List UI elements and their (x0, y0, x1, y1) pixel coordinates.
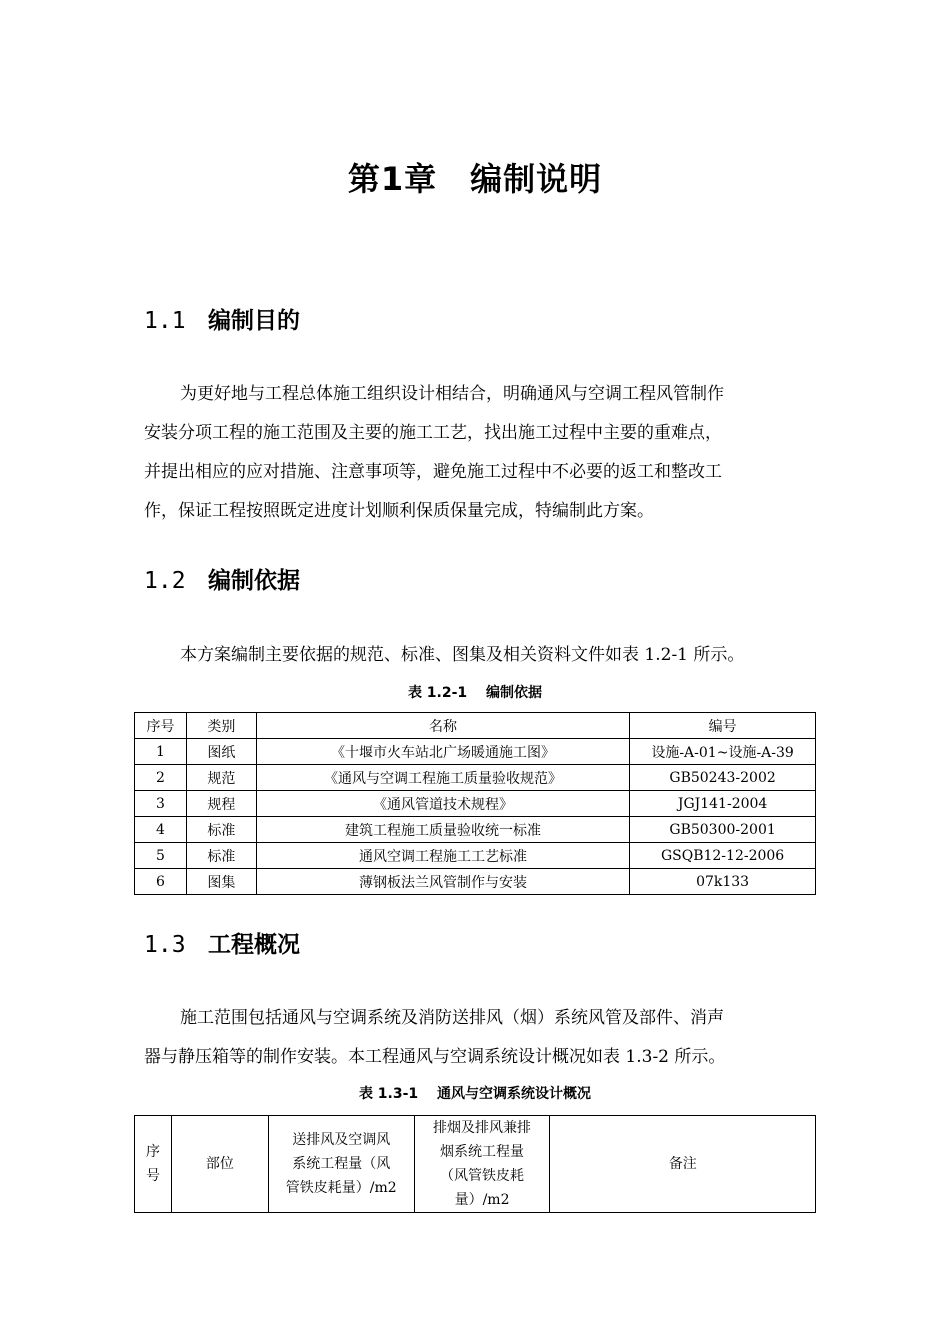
header-cell: 序号 (135, 713, 187, 739)
table-cell: 5 (135, 843, 187, 869)
table-cell: 《通风与空调工程施工质量验收规范》 (256, 765, 629, 791)
header-cell: 名称 (256, 713, 629, 739)
section-number: 1.1 (144, 308, 186, 334)
header-cell (135, 1116, 172, 1213)
table-cell: 3 (135, 791, 187, 817)
header-line: 管铁皮耗量）/m2 (285, 1180, 397, 1196)
paragraph-line: 施工范围包括通风与空调系统及消防送排风（烟）系统风管及部件、消声 (180, 1008, 724, 1028)
paragraph-line: 作，保证工程按照既定进度计划顺利保质保量完成，特编制此方案。 (144, 501, 654, 521)
header-cell: 类别 (186, 713, 256, 739)
table-caption-2: 表 1.3-1 通风与空调系统设计概况 (358, 1086, 592, 1102)
table-cell: 《十堰市火车站北广场暖通施工图》 (256, 739, 629, 765)
section-heading-1-1 (144, 302, 300, 335)
table-cell: 标准 (186, 843, 256, 869)
paragraph-line: 并提出相应的应对措施、注意事项等，避免施工过程中不必要的返工和整改工 (144, 462, 722, 482)
header-line: 号 (145, 1168, 160, 1184)
header-line: （风管铁皮耗 (440, 1168, 525, 1184)
header-line: 烟系统工程量 (440, 1144, 525, 1160)
header-line: 备注 (668, 1156, 697, 1172)
table-cell: GSQB12-12-2006 (630, 843, 816, 869)
header-line: 系统工程量（风 (292, 1156, 391, 1172)
table-cell: 图纸 (186, 739, 256, 765)
table-cell: 1 (135, 739, 187, 765)
section-title: 编制目的 (208, 308, 300, 334)
paragraph-line: 为更好地与工程总体施工组织设计相结合，明确通风与空调工程风管制作 (180, 384, 724, 404)
table-cell: 规程 (186, 791, 256, 817)
table-header-row (135, 1116, 816, 1213)
table-cell: 通风空调工程施工工艺标准 (256, 843, 629, 869)
table-row (135, 765, 816, 791)
table-cell: 设施-A-01~设施-A-39 (630, 739, 816, 765)
section-heading-1-2 (144, 562, 300, 595)
basis-table (134, 712, 816, 895)
header-line: 量）/m2 (454, 1192, 510, 1208)
table-cell: 薄钢板法兰风管制作与安装 (256, 869, 629, 895)
section-heading-1-3 (144, 926, 300, 959)
paragraph-overview (144, 999, 816, 1077)
table-cell: 4 (135, 817, 187, 843)
header-cell (550, 1116, 816, 1213)
chapter-title: 第1章 编制说明 (347, 160, 603, 198)
section-title: 编制依据 (208, 568, 300, 594)
paragraph-line: 本方案编制主要依据的规范、标准、图集及相关资料文件如表 1.2-1 所示。 (180, 645, 745, 665)
design-overview-table (134, 1115, 816, 1213)
paragraph-line: 器与静压箱等的制作安装。本工程通风与空调系统设计概况如表 1.3-2 所示。 (144, 1047, 726, 1067)
table-cell: 建筑工程施工质量验收统一标准 (256, 817, 629, 843)
table-cell: 图集 (186, 869, 256, 895)
table-cell: 标准 (186, 817, 256, 843)
table-cell: 07k133 (630, 869, 816, 895)
section-number: 1.3 (144, 932, 186, 958)
table-header-row (135, 713, 816, 739)
section-title: 工程概况 (208, 932, 300, 958)
header-cell: 编号 (630, 713, 816, 739)
paragraph-line: 安装分项工程的施工范围及主要的施工工艺，找出施工过程中主要的重难点， (144, 423, 722, 443)
table-cell: 《通风管道技术规程》 (256, 791, 629, 817)
header-line: 排烟及排风兼排 (433, 1120, 532, 1136)
table-cell: GB50300-2001 (630, 817, 816, 843)
table-cell: JGJ141-2004 (630, 791, 816, 817)
table-row (135, 791, 816, 817)
table-row (135, 869, 816, 895)
table-row (135, 843, 816, 869)
table-cell: 2 (135, 765, 187, 791)
table-row (135, 817, 816, 843)
header-line: 序 (145, 1144, 160, 1160)
header-line: 部位 (205, 1156, 234, 1172)
paragraph-basis (144, 636, 816, 675)
table-row (135, 739, 816, 765)
header-line: 送排风及空调风 (292, 1132, 391, 1148)
paragraph-purpose (144, 375, 816, 531)
table-cell: 6 (135, 869, 187, 895)
section-number: 1.2 (144, 568, 186, 594)
header-cell (414, 1116, 550, 1213)
table-cell: GB50243-2002 (630, 765, 816, 791)
header-cell (268, 1116, 414, 1213)
header-cell (171, 1116, 268, 1213)
table-cell: 规范 (186, 765, 256, 791)
table-caption-1: 表 1.2-1 编制依据 (407, 685, 543, 701)
